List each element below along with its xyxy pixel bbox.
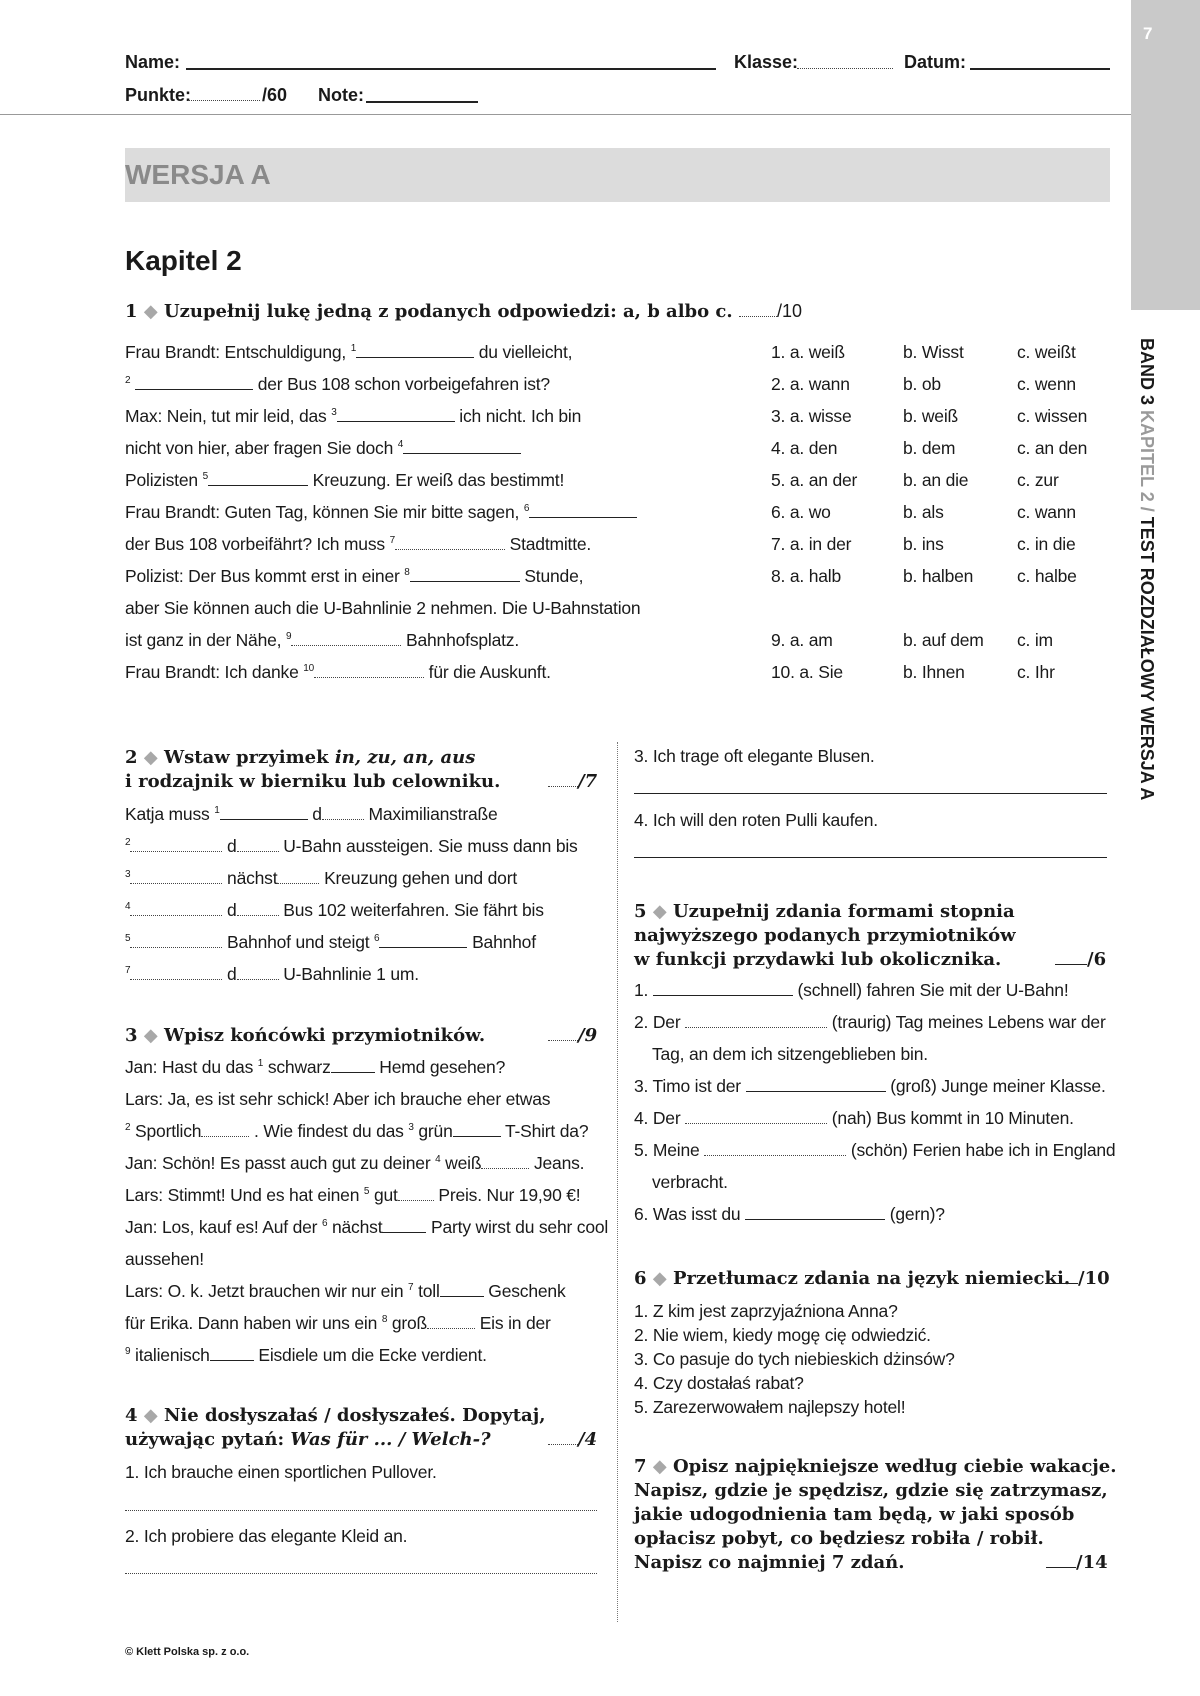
punkte-max: /60 [262,85,288,105]
gap-2[interactable] [135,388,253,390]
diamond-icon: ◆ [652,1456,667,1477]
punkte-field[interactable] [188,100,260,101]
diamond-icon: ◆ [652,901,667,922]
gap[interactable] [277,882,319,884]
task-7-heading-5: Napisz co najmniej 7 zdań. [634,1552,905,1573]
gap-7[interactable] [395,548,505,550]
list-item: 3. Co pasuje do tych niebieskich dżinsów? [634,1349,955,1369]
note-label: Note: [318,85,364,105]
diamond-icon: ◆ [143,301,158,322]
option-c[interactable]: c. wann [1017,502,1076,522]
option-c[interactable]: c. an den [1017,438,1088,458]
option-a[interactable]: 1. a. weiß [771,342,845,362]
list-item: 1. Z kim jest zaprzyjaźniona Anna? [634,1301,898,1321]
task-5-heading: 5 ◆ Uzupełnij zdania formami stopnia [634,901,1015,922]
gap[interactable] [130,850,222,852]
gap[interactable] [745,1218,885,1220]
task-4-sentence-4: 4. Ich will den roten Pulli kaufen. [634,810,878,830]
note-field[interactable] [366,101,478,103]
diamond-icon: ◆ [652,1268,667,1289]
option-c[interactable]: c. im [1017,630,1053,650]
list-item: 4. Czy dostałaś rabat? [634,1373,804,1393]
gap[interactable] [130,978,222,980]
answer-line[interactable] [634,793,1107,794]
option-b[interactable]: b. dem [903,438,956,458]
option-a[interactable]: 6. a. wo [771,502,831,522]
gap[interactable] [210,1359,254,1361]
task-3-heading: 3 ◆ Wpisz końcówki przymiotników. [125,1025,486,1046]
option-b[interactable]: b. halben [903,566,974,586]
task-4-sentence-1: 1. Ich brauche einen sportlichen Pullover. [125,1462,437,1482]
option-b[interactable]: b. ob [903,374,941,394]
gap[interactable] [130,914,222,916]
option-b[interactable]: b. als [903,502,944,522]
task-2-heading-2: i rodzajnik w bierniku lub celowniku. [125,771,501,792]
task-7-score: /14 [1046,1552,1108,1573]
gap-6[interactable] [529,516,637,518]
option-a[interactable]: 8. a. halb [771,566,841,586]
gap[interactable] [653,994,793,996]
gap[interactable] [237,850,279,852]
option-b[interactable]: b. Wisst [903,342,964,362]
diamond-icon: ◆ [143,747,158,768]
gap[interactable] [382,1231,426,1233]
task-7-heading: 7 ◆ Opisz najpiękniejsze według ciebie wakacje. [634,1456,1117,1477]
gap[interactable] [379,946,467,948]
task-4-sentence-3: 3. Ich trage oft elegante Blusen. [634,746,875,766]
gap[interactable] [453,1135,501,1137]
header-divider [0,114,1131,115]
option-a[interactable]: 5. a. an der [771,470,858,490]
task-5-heading-2: najwyższego podanych przymiotników [634,925,1016,946]
page-number-tab [1131,0,1200,310]
chapter-title: Kapitel 2 [125,245,242,276]
task-4-sentence-2: 2. Ich probiere das elegante Kleid an. [125,1526,408,1546]
option-c[interactable]: c. Ihr [1017,662,1055,682]
answer-line[interactable] [125,1573,597,1574]
option-b[interactable]: b. Ihnen [903,662,965,682]
klasse-label: Klasse: [734,52,799,72]
gap-9[interactable] [291,644,401,646]
answer-line[interactable] [125,1510,597,1511]
gap[interactable] [685,1026,827,1028]
answer-line[interactable] [634,857,1107,858]
gap[interactable] [704,1154,846,1156]
task-3-score: /9 [548,1025,597,1046]
option-b[interactable]: b. weiß [903,406,959,426]
gap[interactable] [685,1122,827,1124]
task-5-score: /6 [1055,949,1106,970]
option-c[interactable]: c. wissen [1017,406,1088,426]
task-4-score: /4 [548,1429,597,1450]
option-b[interactable]: b. an die [903,470,969,490]
list-item: 2. Nie wiem, kiedy mogę cię odwiedzić. [634,1325,931,1345]
gap-4[interactable] [403,452,521,454]
page-number: 7 [1143,24,1153,43]
version-title: WERSJA A [125,159,271,190]
gap[interactable] [130,882,222,884]
option-a[interactable]: 10. a. Sie [771,662,843,682]
option-b[interactable]: b. ins [903,534,944,554]
gap[interactable] [220,818,308,820]
list-item: 5. Zarezerwowałem najlepszy hotel! [634,1397,906,1417]
gap[interactable] [237,978,279,980]
task-2-heading: 2 ◆ Wstaw przyimek in, zu, an, aus [125,747,476,768]
diamond-icon: ◆ [143,1025,158,1046]
gap[interactable] [746,1090,886,1092]
option-c[interactable]: c. in die [1017,534,1076,554]
task-2-score: /7 [548,771,597,792]
option-c[interactable]: c. wenn [1017,374,1076,394]
option-c[interactable]: c. zur [1017,470,1059,490]
gap[interactable] [398,1199,434,1201]
option-a[interactable]: 7. a. in der [771,534,852,554]
option-b[interactable]: b. auf dem [903,630,984,650]
gap-8[interactable] [410,580,520,582]
option-c[interactable]: c. halbe [1017,566,1077,586]
punkte-label: Punkte: [125,85,192,105]
task-1-heading: 1 ◆ Uzupełnij lukę jedną z podanych odpowiedzi: a, b albo c. /10 [125,301,802,322]
task-4-heading: 4 ◆ Nie dosłyszałaś / dosłyszałeś. Dopytaj, [125,1405,546,1426]
task-7-heading-2: Napisz, gdzie je spędzisz, gdzie się zatrzymasz, [634,1480,1108,1501]
gap[interactable] [130,946,222,948]
side-label: BAND 3 KAPITEL 2 / TEST ROZDZIAŁOWY WERSJA A [1137,338,1157,801]
gap-5[interactable] [208,484,308,486]
gap[interactable] [322,818,364,820]
task-7-heading-4: opłacisz pobyt, co będziesz robiła / robił. [634,1528,1044,1549]
diamond-icon: ◆ [143,1405,158,1426]
datum-label: Datum: [904,52,966,72]
option-a[interactable]: 2. a. wann [771,374,850,394]
gap-3[interactable] [337,420,455,422]
task-6-heading: 6 ◆ Przetłumacz zdania na język niemiecki. [634,1268,1071,1289]
task-5-heading-3: w funkcji przydawki lub okolicznika. [634,949,1002,970]
gap[interactable] [427,1327,475,1329]
gap[interactable] [440,1295,484,1297]
task-7-heading-3: jakie udogodnienia tam będą, w jaki sposób [634,1504,1075,1525]
option-c[interactable]: c. weißt [1017,342,1076,362]
gap[interactable] [331,1071,375,1073]
option-a[interactable]: 4. a. den [771,438,838,458]
task-6-score: /10 [1048,1268,1110,1289]
gap[interactable] [237,914,279,916]
name-label: Name: [125,52,181,72]
name-field[interactable] [186,68,716,70]
gap[interactable] [201,1135,249,1137]
version-bar [125,148,1110,202]
option-a[interactable]: 9. a. am [771,630,833,650]
column-divider [617,742,618,1622]
klasse-field[interactable] [797,68,893,69]
datum-field[interactable] [970,68,1110,70]
copyright: © Klett Polska sp. z o.o. [125,1646,250,1658]
option-a[interactable]: 3. a. wisse [771,406,852,426]
task-4-heading-2: używając pytań: Was für ... / Welch-? [125,1429,491,1450]
gap[interactable] [481,1167,529,1169]
gap-10[interactable] [314,676,424,678]
gap-1[interactable] [356,356,474,358]
